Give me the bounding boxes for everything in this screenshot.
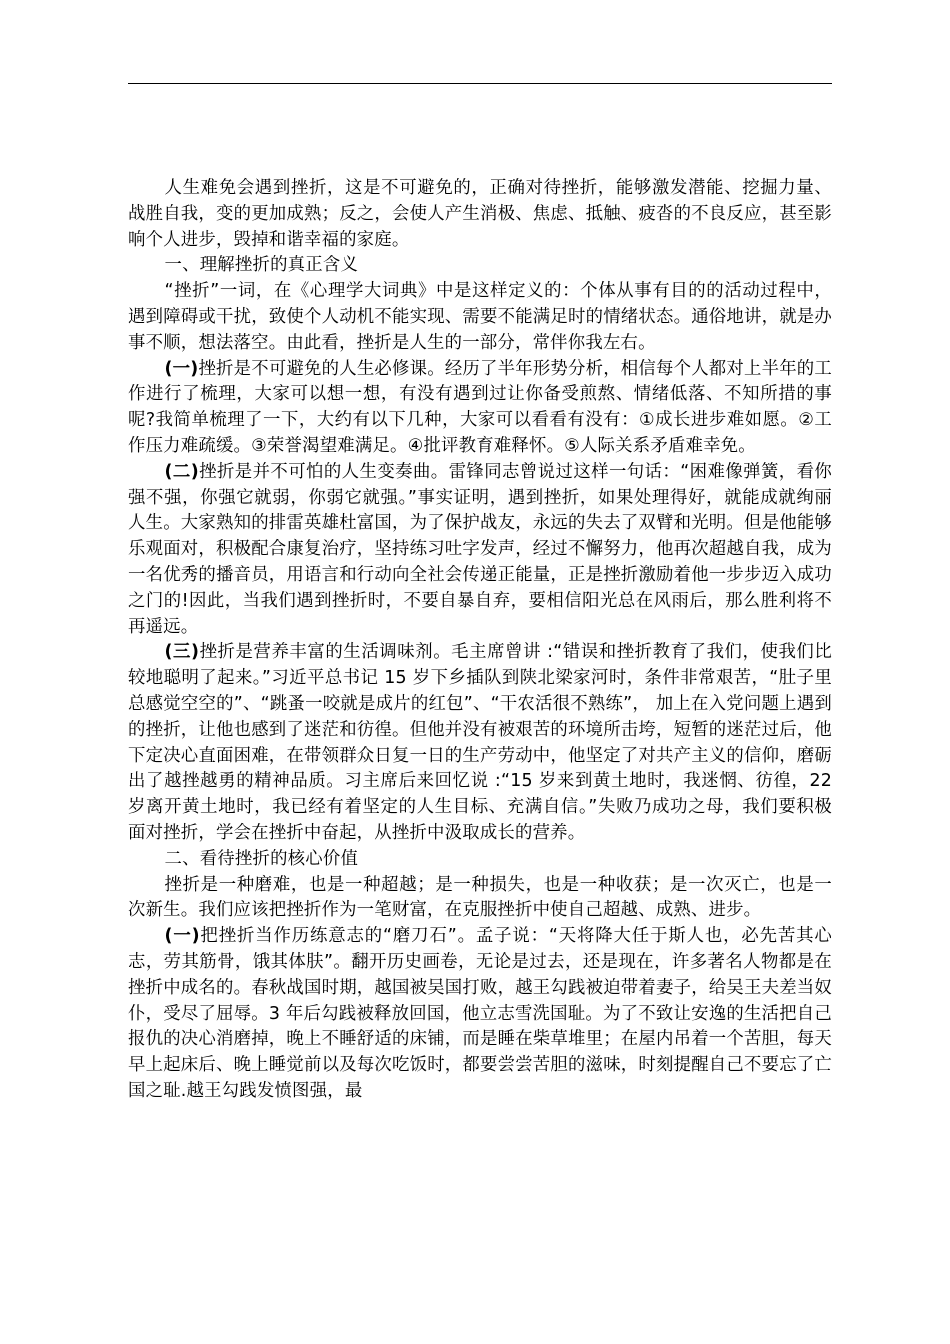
definition-paragraph: “挫折”一词，在《心理学大词典》中是这样定义的：个体从事有目的的活动过程中，遇到障碍或干扰，致使个人动机不能实现、需要不能满足时的情绪状态。通俗地讲，就是办事不顺，想法落空。由此看，挫折是人生的一部分，常伴你我左右。 <box>128 281 832 353</box>
point-number: (一) <box>164 926 200 947</box>
section-heading-2: 二、看待挫折的核心价值 <box>164 848 359 869</box>
value-paragraph: 挫折是一种磨难，也是一种超越；是一种损失，也是一种收获；是一次灭亡，也是一次新生。我们应该把挫折作为一笔财富，在克服挫折中使自己超越、成熟、进步。 <box>128 874 832 921</box>
point-text: 挫折是营养丰富的生活调味剂。毛主席曾讲 :“错误和挫折教育了我们，使我们比较地聪明了起来。”习近平总书记 15 岁下乡插队到陕北梁家河时，条件非常艰苦，“肚子里总感觉空空的”、“跳蚤一咬就是成片的红包”、“干农活很不熟练”， 加上在入党问题上遇到的挫折，让他也感到了迷茫和彷徨。但他并没有被艰苦的环境所击垮，短暂的迷茫过后，他下定决心直面困难，在带领群众日复一日的生产劳动中，他坚定了对共产主义的信仰，磨砺出了越挫越勇的精神品质。习主席后来回忆说 :“15 岁来到黄土地时，我迷惘、彷徨，22 岁离开黄土地时，我已经有着坚定的人生目标、充满自信。”失败乃成功之母，我们要积极面对挫折，学会在挫折中奋起，从挫折中汲取成长的营养。 <box>128 642 832 843</box>
header-rule <box>128 83 832 84</box>
point-number: (二) <box>164 461 199 482</box>
point-number: (一) <box>164 358 199 379</box>
section-heading-1: 一、理解挫折的真正含义 <box>164 255 359 276</box>
point-paragraph <box>128 640 832 846</box>
document-body <box>128 176 832 1105</box>
point-paragraph <box>128 357 832 460</box>
point-text: 挫折是并不可怕的人生变奏曲。雷锋同志曾说过这样一句话：“困难像弹簧，看你强不强，你强它就弱，你弱它就强。”事实证明，遇到挫折，如果处理得好，就能成就绚丽人生。大家熟知的排雷英雄杜富国，为了保护战友，永远的失去了双臂和光明。但是他能够乐观面对，积极配合康复治疗，坚持练习吐字发声，经过不懈努力，他再次超越自我，成为一名优秀的播音员，用语言和行动向全社会传递正能量，正是挫折激励着他一步步迈入成功之门的!因此，当我们遇到挫折时，不要自暴自弃，要相信阳光总在风雨后，那么胜利将不再遥远。 <box>128 461 833 637</box>
point-paragraph <box>128 460 832 641</box>
point-paragraph <box>128 924 832 1105</box>
point-number: (三) <box>164 642 200 663</box>
intro-paragraph: 人生难免会遇到挫折，这是不可避免的，正确对待挫折，能够激发潜能、挖掘力量、战胜自我，变的更加成熟；反之，会使人产生消极、焦虑、抵触、疲沓的不良反应，甚至影响个人进步，毁掉和谐幸福的家庭。 <box>128 178 832 250</box>
point-text: 挫折是不可避免的人生必修课。经历了半年形势分析，相信每个人都对上半年的工作进行了梳理，大家可以想一想，有没有遇到过让你备受煎熬、情绪低落、不知所措的事呢?我简单梳理了一下，大约有以下几种，大家可以看看有没有：①成长进步难如愿。②工作压力难疏缓。③荣誉渴望难满足。④批评教育难释怀。⑤人际关系矛盾难幸免。 <box>128 358 832 456</box>
point-text: 把挫折当作历练意志的“磨刀石”。孟子说：“天将降大任于斯人也，必先苦其心志，劳其筋骨，饿其体肤”。翻开历史画卷，无论是过去，还是现在，许多著名人物都是在挫折中成名的。春秋战国时期，越国被吴国打败，越王勾践被迫带着妻子，给吴王夫差当奴仆，受尽了屈辱。3 年后勾践被释放回国，他立志雪洗国耻。为了不致让安逸的生活把自己报仇的决心消磨掉，晚上不睡舒适的床铺，而是睡在柴草堆里；在屋内吊着一个苦胆，每天早上起床后、晚上睡觉前以及每次吃饭时，都要尝尝苦胆的滋味，时刻提醒自己不要忘了亡国之耻.越王勾践发愤图强，最 <box>128 926 833 1101</box>
